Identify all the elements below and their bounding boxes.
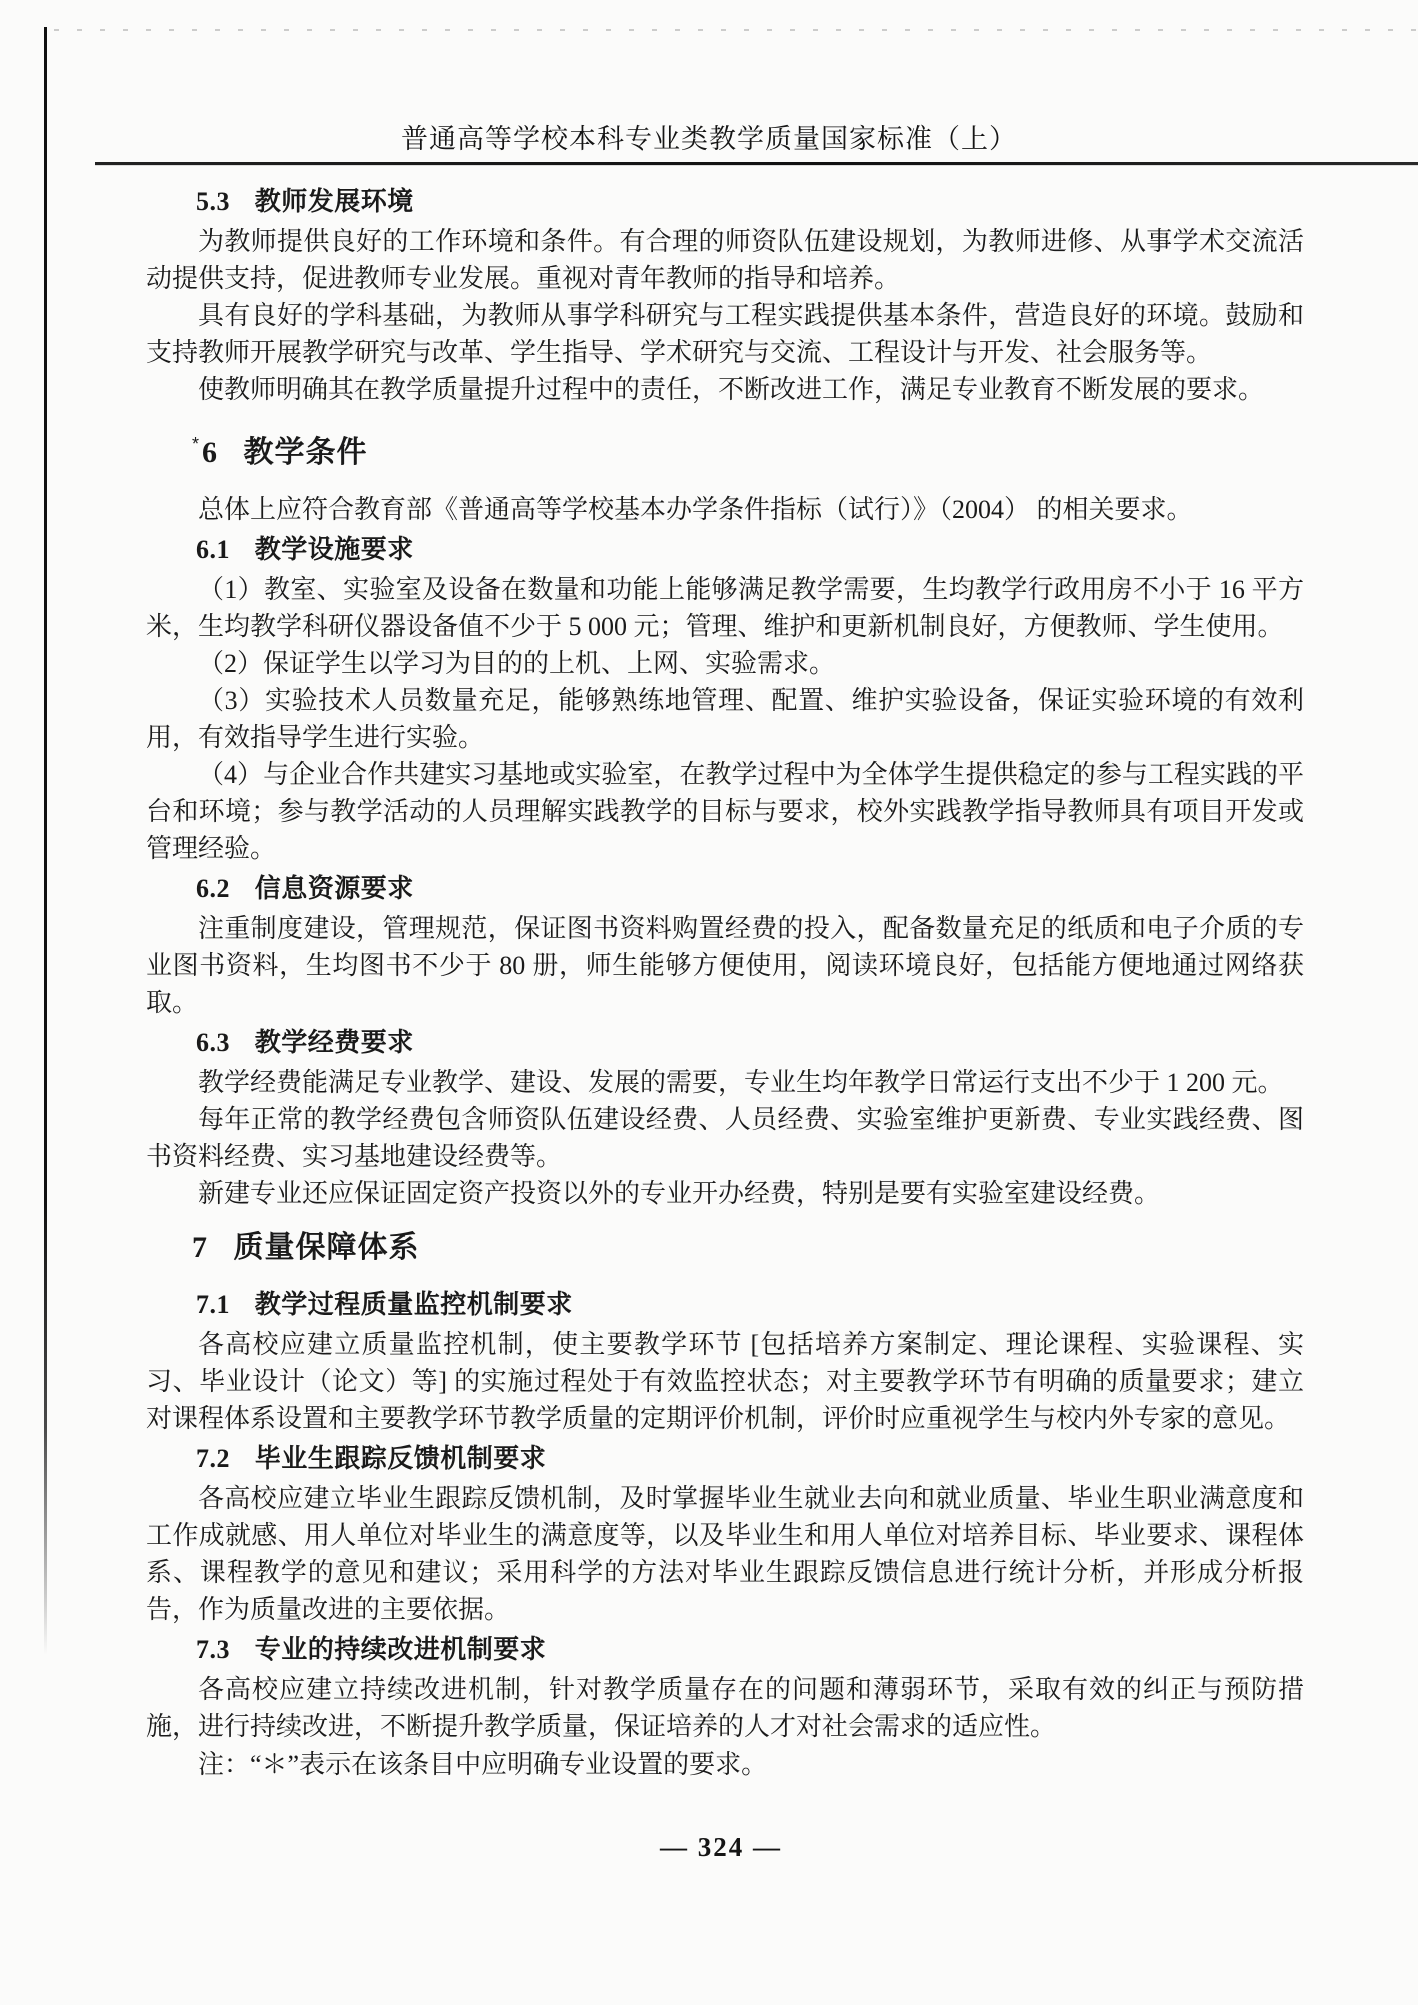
paragraph-6-1-item3: （3）实验技术人员数量充足，能够熟练地管理、配置、维护实验设备，保证实验环境的有效利用，有效指导学生进行实验。 bbox=[146, 686, 1304, 752]
section-number: 7.1 bbox=[196, 1290, 230, 1319]
header-rule bbox=[95, 162, 1418, 165]
left-edge-scan-artifact bbox=[44, 27, 47, 1655]
section-number: 7.3 bbox=[196, 1635, 230, 1664]
page-number: — 324 — bbox=[660, 1832, 782, 1862]
paragraph-7-1-1: 各高校应建立质量监控机制，使主要教学环节 [包括培养方案制定、理论课程、实验课程、实习、毕业设计（论文）等] 的实施过程处于有效监控状态；对主要教学环节有明确的质量要求；建立对课程体系设置和主要教学环节教学质量的定期评价机制，评价时应重视学生与校内外专家的意见。 bbox=[146, 1330, 1304, 1433]
section-number: 7 bbox=[192, 1231, 208, 1264]
section-title: 教学设施要求 bbox=[254, 534, 414, 564]
section-heading-6 bbox=[192, 424, 1304, 473]
section-title: 教学经费要求 bbox=[254, 1027, 414, 1057]
asterisk-marker: * bbox=[192, 434, 200, 454]
section-heading-6-2 bbox=[196, 870, 1304, 907]
paragraph-6-intro: 总体上应符合教育部《普通高等学校基本办学条件指标（试行）》（2004） 的相关要求。 bbox=[198, 495, 1193, 524]
section-number: 5.3 bbox=[196, 187, 230, 216]
section-title: 质量保障体系 bbox=[233, 1231, 420, 1264]
page-body bbox=[146, 180, 1304, 1783]
section-title: 教师发展环境 bbox=[254, 186, 414, 216]
footnote-asterisk-explanation: 注：“＊”表示在该条目中应明确专业设置的要求。 bbox=[198, 1750, 768, 1779]
paragraph-7-2-1: 各高校应建立毕业生跟踪反馈机制，及时掌握毕业生就业去向和就业质量、毕业生职业满意度和工作成就感、用人单位对毕业生的满意度等，以及毕业生和用人单位对培养目标、毕业要求、课程体系、课程教学的意见和建议；采用科学的方法对毕业生跟踪反馈信息进行统计分析，并形成分析报告，作为质量改进的主要依据。 bbox=[146, 1484, 1304, 1624]
section-heading-7 bbox=[192, 1228, 1304, 1268]
paragraph-6-1-item1: （1）教室、实验室及设备在数量和功能上能够满足教学需要，生均教学行政用房不小于 16 平方米，生均教学科研仪器设备值不少于 5 000 元；管理、维护和更新机制良好，方便教师、学生使用。 bbox=[146, 575, 1304, 641]
paragraph-6-1-item2: （2）保证学生以学习为目的的上机、上网、实验需求。 bbox=[198, 649, 836, 678]
section-title: 信息资源要求 bbox=[254, 873, 414, 903]
section-heading-7-2 bbox=[196, 1440, 1304, 1477]
section-number: 6.1 bbox=[196, 535, 230, 564]
section-heading-7-1 bbox=[196, 1286, 1304, 1323]
paragraph-7-3-1: 各高校应建立持续改进机制，针对教学质量存在的问题和薄弱环节，采取有效的纠正与预防措施，进行持续改进，不断提升教学质量，保证培养的人才对社会需求的适应性。 bbox=[146, 1675, 1304, 1741]
section-number: 7.2 bbox=[196, 1444, 230, 1473]
top-edge-scan-artifact bbox=[54, 29, 1418, 31]
paragraph-6-1-item4: （4）与企业合作共建实习基地或实验室，在教学过程中为全体学生提供稳定的参与工程实践的平台和环境；参与教学活动的人员理解实践教学的目标与要求，校外实践教学指导教师具有项目开发或管理经验。 bbox=[146, 760, 1304, 863]
section-number: 6.2 bbox=[196, 874, 230, 903]
section-title: 教学过程质量监控机制要求 bbox=[254, 1289, 573, 1319]
section-title: 教学条件 bbox=[243, 436, 368, 469]
section-heading-7-3 bbox=[196, 1631, 1304, 1668]
section-number: 6.3 bbox=[196, 1028, 230, 1057]
paragraph-6-3-3: 新建专业还应保证固定资产投资以外的专业开办经费，特别是要有实验室建设经费。 bbox=[198, 1179, 1161, 1208]
section-heading-6-1 bbox=[196, 531, 1304, 568]
section-title: 专业的持续改进机制要求 bbox=[254, 1634, 547, 1664]
section-title: 毕业生跟踪反馈机制要求 bbox=[254, 1443, 547, 1473]
section-number: 6 bbox=[202, 436, 219, 469]
paragraph-5-3-1: 为教师提供良好的工作环境和条件。有合理的师资队伍建设规划，为教师进修、从事学术交流活动提供支持，促进教师专业发展。重视对青年教师的指导和培养。 bbox=[146, 227, 1304, 293]
paragraph-5-3-3: 使教师明确其在教学质量提升过程中的责任，不断改进工作，满足专业教育不断发展的要求。 bbox=[198, 375, 1265, 404]
paragraph-6-3-1: 教学经费能满足专业教学、建设、发展的需要，专业生均年教学日常运行支出不少于 1 200 元。 bbox=[198, 1068, 1284, 1097]
section-heading-5-3 bbox=[196, 183, 1304, 220]
running-header-title: 普通高等学校本科专业类教学质量国家标准（上） bbox=[401, 124, 1017, 154]
section-heading-6-3 bbox=[196, 1024, 1304, 1061]
paragraph-6-2-1: 注重制度建设，管理规范，保证图书资料购置经费的投入，配备数量充足的纸质和电子介质的专业图书资料，生均图书不少于 80 册，师生能够方便使用，阅读环境良好，包括能方便地通过网络获取。 bbox=[146, 914, 1304, 1017]
paragraph-5-3-2: 具有良好的学科基础，为教师从事学科研究与工程实践提供基本条件，营造良好的环境。鼓励和支持教师开展教学研究与改革、学生指导、学术研究与交流、工程设计与开发、社会服务等。 bbox=[146, 301, 1304, 367]
paragraph-6-3-2: 每年正常的教学经费包含师资队伍建设经费、人员经费、实验室维护更新费、专业实践经费、图书资料经费、实习基地建设经费等。 bbox=[146, 1105, 1304, 1171]
